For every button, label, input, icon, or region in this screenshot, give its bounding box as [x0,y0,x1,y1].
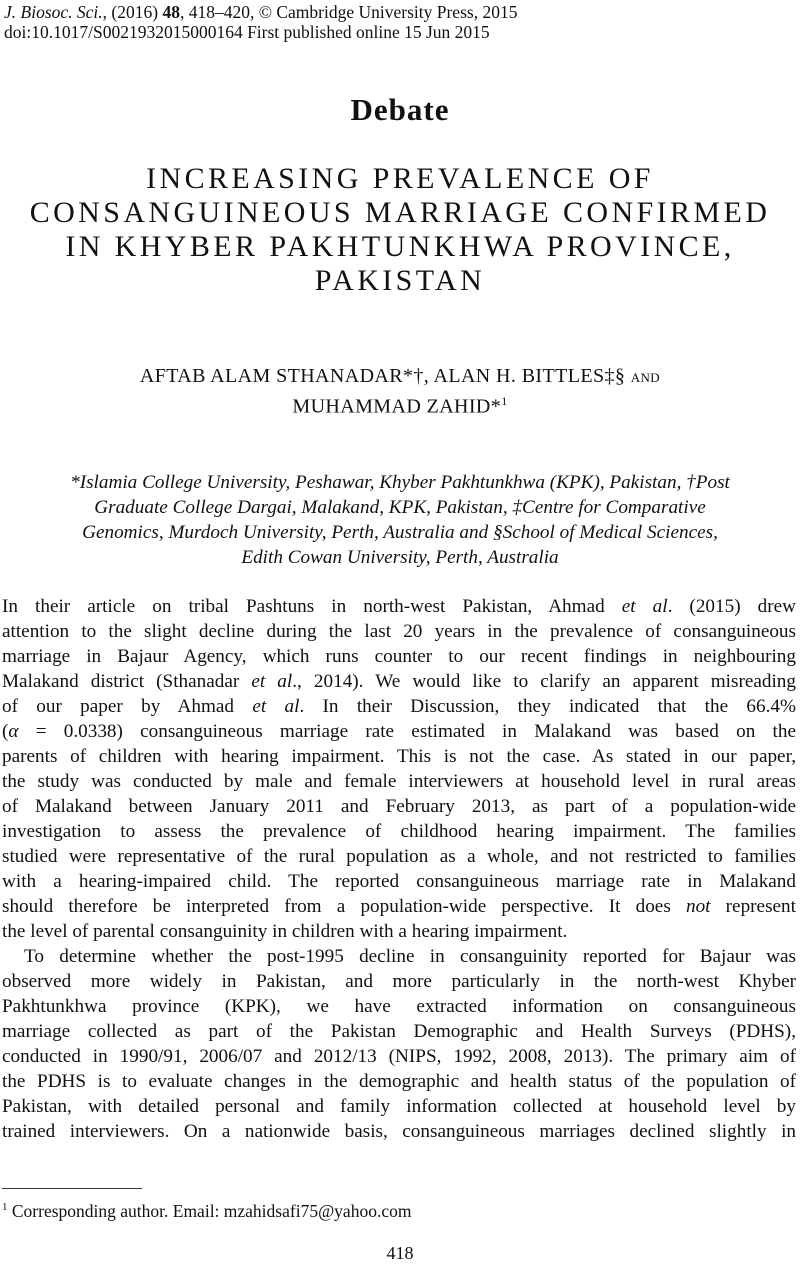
title-line: PAKISTAN [314,264,486,297]
author-line: MUHAMMAD ZAHID*$^1$ [292,394,508,418]
text-line: investigation to assess the prevalence of childhood hearing impairment. The families [2,821,796,842]
text-line: Pakhtunkhwa province (KPK), we have extracted information on consanguineous [2,996,796,1017]
text-line: conducted in 1990/91, 2006/07 and 2012/13 (NIPS, 1992, 2008, 2013). The primary aim of [2,1046,796,1067]
text-line: studied were representative of the rural population as a whole, and not restricted to families [2,846,796,867]
article-title [0,162,800,298]
text-line: (α = 0.0338) consanguineous marriage rate estimated in Malakand was based on the [2,721,796,742]
body-text [2,594,796,1144]
journal-abbrev: J. Biosoc. Sci. [4,2,103,22]
paragraph-1 [2,594,796,944]
affiliations [0,470,800,570]
text-line: the level of parental consanguinity in children with a hearing impairment. [2,921,568,942]
text-line: should therefore be interpreted from a population-wide perspective. It does not represent [2,896,796,917]
text-line: Malakand district (Sthanadar et al., 2014). We would like to clarify an apparent misreading [2,671,796,692]
text-line: marriage collected as part of the Pakistan Demographic and Health Surveys (PDHS), [2,1021,796,1042]
text-line: of Malakand between January 2011 and February 2013, as part of a population-wide [2,796,796,817]
journal-header [4,2,784,42]
text-line: parents of children with hearing impairment. This is not the case. As stated in our paper, [2,746,796,767]
citation-line: J. Biosoc. Sci., (2016) 48, 418–420, © Cambridge University Press, 2015 [4,2,518,22]
paragraph-2 [2,944,796,1144]
page-number: 418 [386,1243,414,1263]
affiliation-line: Genomics, Murdoch University, Perth, Australia and §School of Medical Sciences, [82,522,718,543]
text-line: marriage in Bajaur Agency, which runs counter to our recent findings in neighbouring [2,646,796,667]
affiliation-line: Graduate College Dargai, Malakand, KPK, Pakistan, ‡Centre for Comparative [94,497,706,518]
affiliation-line: Edith Cowan University, Perth, Australia [241,547,559,568]
section-label: Debate [350,92,450,127]
text-line: observed more widely in Pakistan, and more particularly in the north-west Khyber [2,971,796,992]
author-line: AFTAB ALAM STHANADAR*†, ALAN H. BITTLES‡§ and [139,365,661,387]
text-line: of our paper by Ahmad et al. In their Discussion, they indicated that the 66.4% [2,696,796,717]
text-line: the study was conducted by male and female interviewers at household level in rural areas [2,771,796,792]
text-line: Pakistan, with detailed personal and family information collected at household level by [2,1096,796,1117]
volume: 48 [162,2,180,22]
footnote-divider [2,1188,142,1189]
text-line: In their article on tribal Pashtuns in north-west Pakistan, Ahmad et al. (2015) drew [2,596,796,617]
text-line: attention to the slight decline during the last 20 years in the prevalence of consanguineous [2,621,796,642]
text-line: To determine whether the post-1995 decline in consanguinity reported for Bajaur was [24,946,796,967]
text-line: trained interviewers. On a nationwide basis, consanguineous marriages declined slightly in [2,1121,796,1142]
title-line: IN KHYBER PAKHTUNKHWA PROVINCE, [65,230,735,263]
footnote: $^1$ Corresponding author. Email: mzahidsafi75@yahoo.com [2,1200,412,1221]
text-line: the PDHS is to evaluate changes in the demographic and health status of the population of [2,1071,796,1092]
text-line: with a hearing-impaired child. The reported consanguineous marriage rate in Malakand [2,871,796,892]
title-line: INCREASING PREVALENCE OF [146,162,654,195]
title-line: CONSANGUINEOUS MARRIAGE CONFIRMED [29,196,771,229]
author-list [0,364,800,419]
affiliation-line: *Islamia College University, Peshawar, Khyber Pakhtunkhwa (KPK), Pakistan, †Post [70,472,730,493]
doi-line: doi:10.1017/S0021932015000164 First published online 15 Jun 2015 [4,22,490,42]
